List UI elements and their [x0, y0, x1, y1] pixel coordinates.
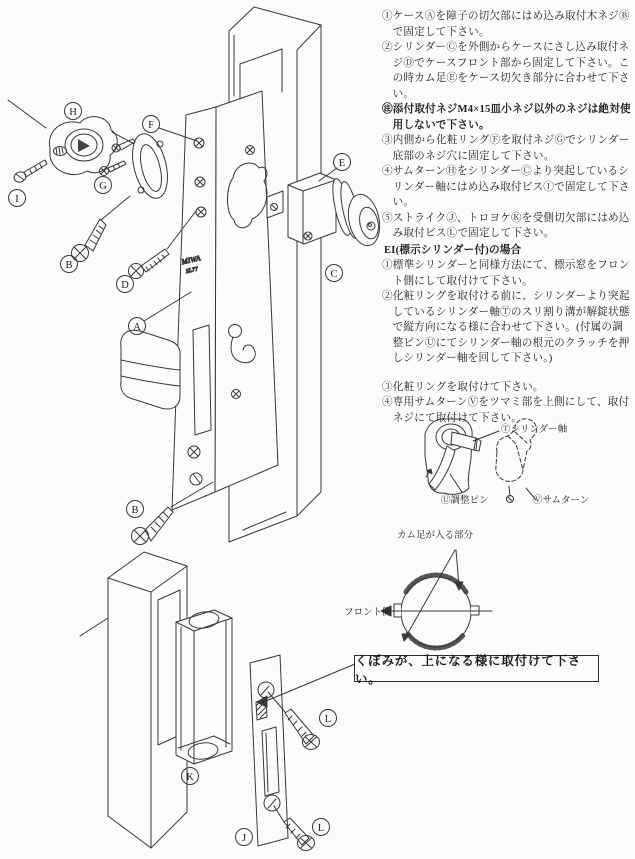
cam-slot-label: カム足が入る部分 [397, 531, 474, 541]
svg-text:G: G [99, 180, 107, 192]
label-F [143, 116, 160, 133]
step-1: ①ケースⒶを障子の切欠部にはめ込み取付木ネジⒷで固定して下さい。 [382, 11, 630, 38]
label-H [65, 103, 82, 120]
brand-text: MIWA [180, 253, 202, 267]
step-3: ③内側から化粧リングⒻを取付ネジⒼでシリンダー底部のネジ穴に固定して下さい。 [382, 135, 630, 162]
svg-text:I: I [15, 193, 19, 205]
step-caution: ㊟添付取付ネジM4×15皿小ネジ以外のネジは絶対使用しないで下さい。 [382, 104, 631, 131]
svg-text:D: D [121, 279, 129, 291]
label-C [326, 265, 343, 282]
recess-callout-box: くぼみが、上になる様に取付けて下さい。 [354, 655, 599, 682]
svg-text:E: E [338, 157, 346, 169]
label-I [9, 190, 26, 207]
svg-text:C: C [330, 268, 338, 280]
svg-text:A: A [133, 321, 141, 333]
step-2: ②シリンダーⒸを外側からケースにさし込み取付ネジⒹでケースフロント部から固定して下さい。この時カム足Ⓔをケース切欠き部分に合わせて下さい。 [382, 42, 630, 100]
svg-text:B: B [131, 504, 139, 516]
front-side-label: フロント側 [344, 608, 392, 618]
ei-step-2: ②化粧リングを取付ける前に、シリンダーより突起しているシリンダー軸Ⓣのスリ割り溝が解錠状態で縦方向になる様に合わせて下さい。(付属の調整ピンⓊにてシリンダー軸の根元のクラッチを押しシリンダー軸を回して下さい。) [382, 291, 630, 364]
ei-step-4: ④専用サムターンⓋをツマミ部を上側にして、取付ネジにて取付けて下さい。 [382, 397, 630, 424]
receiver-frame [80, 552, 187, 848]
ei-step-1: ①標準シリンダーと同様方法にて、標示窓をフロント側にして取付けて下さい。 [382, 260, 630, 287]
ei-section-header: EI(標示シリンダー付)の場合 [384, 244, 522, 256]
label-J [236, 829, 253, 846]
label-L1 [320, 710, 337, 727]
dust-box [176, 610, 232, 764]
svg-text:H: H [69, 106, 77, 118]
inset-pin-label: Ⓤ調整ピン [441, 496, 489, 506]
svg-text:K: K [186, 771, 194, 783]
inset-shaft-label: Ⓣシリンダー軸 [501, 425, 568, 435]
svg-text:B: B [65, 259, 73, 271]
label-A [129, 318, 146, 335]
step-5: ⑤ストライクⒿ、トロヨケⓀを受側切欠部にはめ込み取付ビスⓁで固定して下さい。 [382, 212, 630, 239]
inset-thumbturn-label: Ⓥサムターン [533, 496, 590, 506]
latch-bolt [121, 330, 180, 409]
svg-text:J: J [241, 832, 247, 844]
label-L2 [313, 819, 330, 836]
label-B2 [127, 501, 144, 518]
label-D [117, 276, 134, 293]
label-E [334, 154, 351, 171]
label-G [95, 177, 112, 194]
label-B [61, 256, 78, 273]
faceplate [172, 107, 216, 510]
svg-text:F: F [148, 119, 154, 131]
instruction-text [382, 9, 633, 426]
step-4: ④サムターンⒽをシリンダーⒸより突起しているシリンダー軸にはめ込み取付ビスⒾで固定して下さい。 [382, 166, 630, 208]
label-K [182, 768, 199, 785]
strike-plate [250, 655, 288, 846]
cylinder [267, 173, 384, 249]
svg-text:L: L [324, 713, 332, 725]
cam-diagram [381, 550, 492, 648]
model-text: SL77 [185, 266, 199, 276]
svg-text:L: L [317, 822, 325, 834]
ei-step-3: ③化粧リングを取付けて下さい。 [382, 381, 544, 393]
